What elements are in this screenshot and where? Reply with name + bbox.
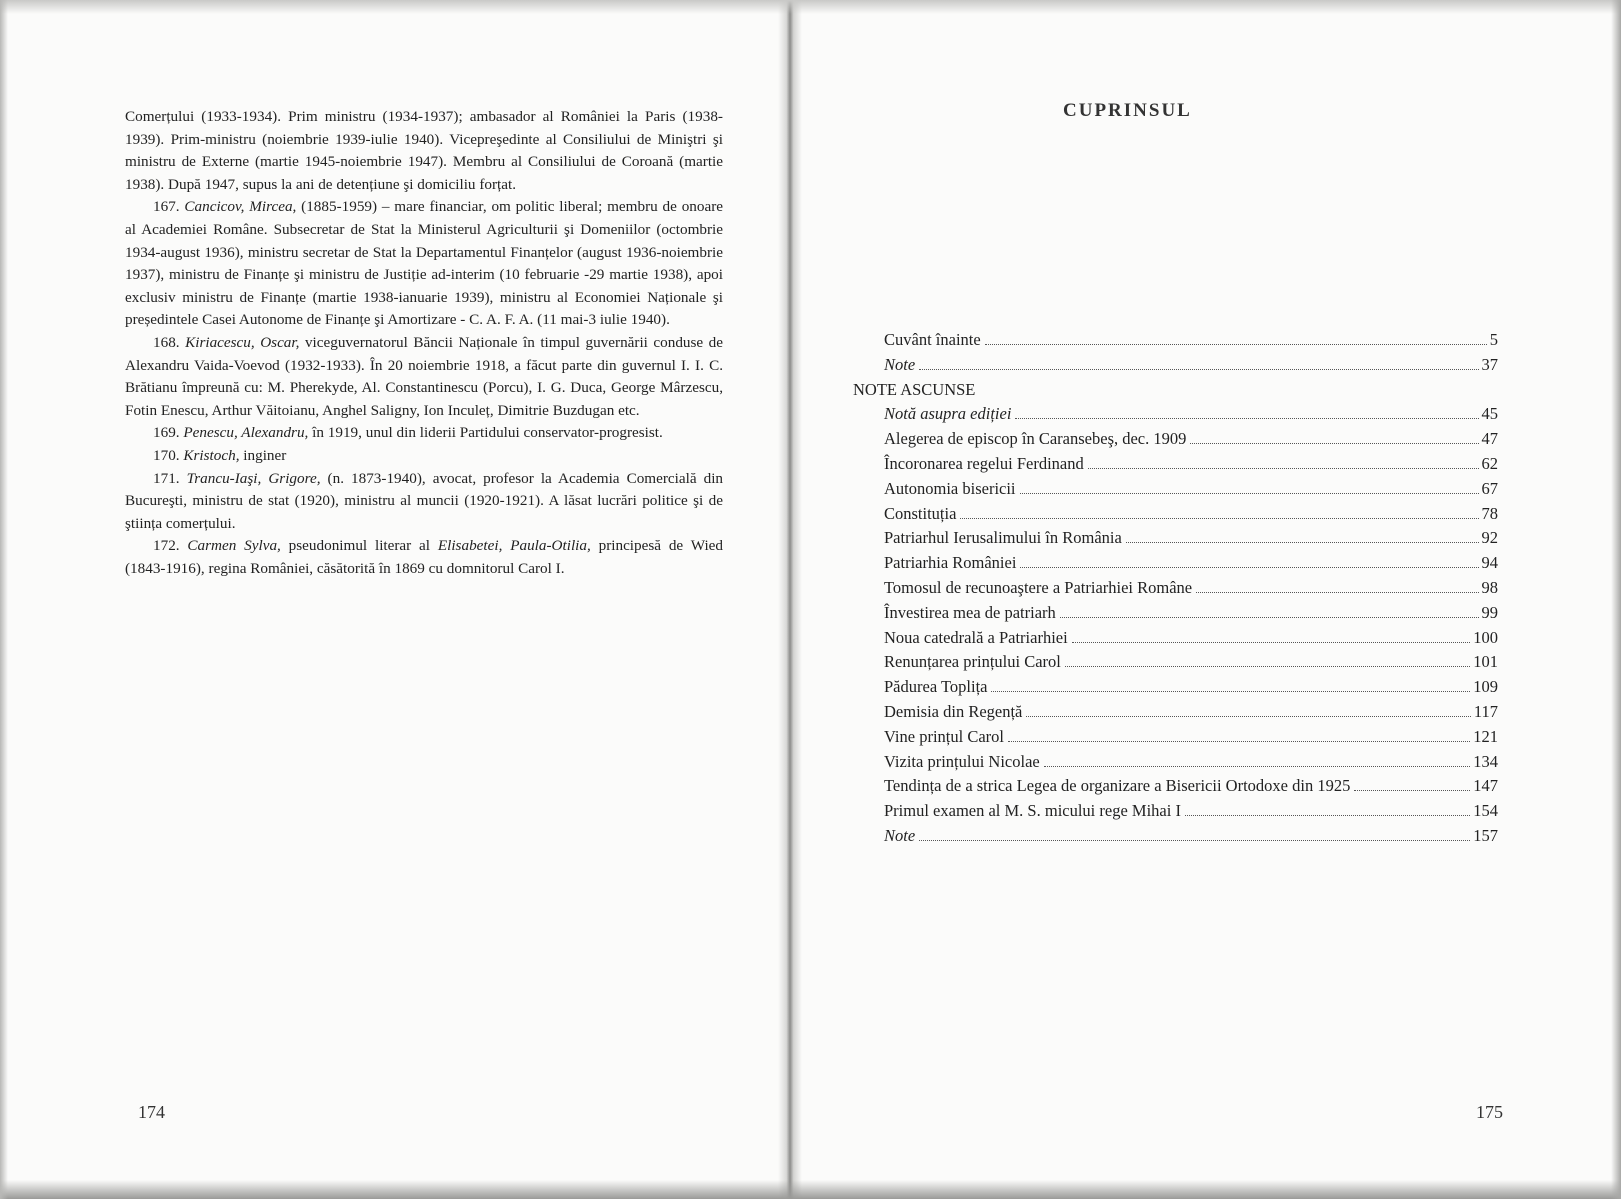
toc-entry-page: 147: [1473, 776, 1498, 796]
toc-entry: [853, 479, 1498, 504]
footnote-name: Penescu, Alexandru,: [183, 424, 309, 442]
footnote-text: pseudonimul literar al: [280, 537, 438, 555]
toc-entry-label: Vine prințul Carol: [884, 726, 1004, 746]
toc-entry-label: Pădurea Toplița: [884, 677, 988, 697]
toc-leader-dots: [1185, 815, 1470, 816]
footnote-paragraph: [125, 106, 723, 196]
footnote-paragraph: [125, 422, 723, 445]
toc-leader-dots: [991, 691, 1470, 692]
toc-entry-page: 100: [1473, 627, 1498, 647]
toc-entry-page: 37: [1481, 354, 1498, 374]
footnote-name: Elisabetei, Paula-Otilia,: [437, 537, 591, 555]
toc-title: CUPRINSUL: [1063, 100, 1192, 121]
toc-leader-dots: [919, 840, 1470, 841]
toc-entry: [853, 404, 1498, 429]
footnote-paragraph: [125, 332, 723, 422]
footnote-text: 171.: [153, 469, 187, 487]
toc-entry-label: Tendința de a strica Legea de organizare a Bisericii Ortodoxe din 1925: [884, 776, 1351, 796]
toc-entry: [853, 776, 1498, 801]
toc-entry-page: 157: [1473, 825, 1498, 845]
toc-entry-page: 109: [1473, 677, 1498, 697]
toc-entry-label: Renunțarea prințului Carol: [884, 652, 1061, 672]
footnote-paragraph: [125, 468, 723, 536]
toc-entry: [853, 355, 1498, 380]
scan-right-edge: [1611, 0, 1621, 1199]
toc-entry-label: Încoronarea regelui Ferdinand: [884, 453, 1084, 473]
scan-bottom-shadow: [0, 1180, 1621, 1199]
toc-leader-dots: [1065, 666, 1470, 667]
toc-entry-label: Note: [884, 825, 916, 845]
toc-entry: [853, 752, 1498, 777]
toc-section-heading: NOTE ASCUNSE: [853, 379, 976, 399]
toc-entry: [853, 628, 1498, 653]
toc-entry-label: Note: [884, 354, 916, 374]
toc-entry: [853, 553, 1498, 578]
toc-leader-dots: [1072, 642, 1471, 643]
toc-leader-dots: [1015, 418, 1478, 419]
toc-leader-dots: [919, 369, 1478, 370]
footnote-name: Trancu-Iaşi, Grigore,: [186, 469, 321, 487]
toc-entry: [853, 429, 1498, 454]
toc-entry-label: Patriarhul Ierusalimului în România: [884, 528, 1122, 548]
footnote-name: Cancicov, Mircea,: [184, 198, 297, 216]
toc-entry: [853, 702, 1498, 727]
toc-entry-label: Noua catedrală a Patriarhiei: [884, 627, 1068, 647]
toc-entry-page: 47: [1481, 429, 1498, 449]
toc-entry-page: 134: [1473, 751, 1498, 771]
toc-leader-dots: [1060, 617, 1479, 618]
toc-entry-page: 92: [1481, 528, 1498, 548]
toc-entry-page: 45: [1481, 404, 1498, 424]
toc-leader-dots: [1126, 542, 1479, 543]
right-page-number: 175: [1476, 1102, 1503, 1122]
footnote-paragraph: [125, 196, 723, 332]
toc-entry-page: 78: [1481, 503, 1498, 523]
toc-entry-label: Primul examen al M. S. micului rege Mihai I: [884, 801, 1181, 821]
footnote-text: 167.: [153, 198, 185, 216]
footnote-text: principesă de Wied (1843-1916), regina României, căsătorită în 1869 cu domnitorul Carol I.: [125, 537, 724, 577]
footnote-text: Comerțului (1933-1934). Prim ministru (1934-1937); ambasador al României la Paris (1938-1939). Prim-ministru (noiembrie 1939-iulie 1940). Vicepreşedinte al Consiliului de Miniştri şi ministru de Externe (martie 1945-noiembrie 1947). Membru al Consiliului de Coroană (martie 1938). După 1947, supus la ani de detențiune şi domiciliu forțat.: [125, 108, 723, 193]
toc-entry-page: 5: [1489, 330, 1498, 349]
toc-entry-label: Patriarhia României: [884, 553, 1017, 573]
toc-leader-dots: [1354, 790, 1470, 791]
footnote-name: Kiriacescu, Oscar,: [185, 333, 300, 351]
toc-leader-dots: [1008, 741, 1470, 742]
toc-entry: [853, 652, 1498, 677]
toc-entry-label: Învestirea mea de patriarh: [884, 602, 1056, 622]
footnote-text: (1885-1959) – mare financiar, om politic liberal; membru de onoare al Academiei Române. Subsecretar de Stat la Ministerul Agriculturii şi Domeniilor (octombrie 1934-august 1936), ministru secretar de Stat la Departamentul Finanțelor (august 1936-noiembrie 1937), ministru de Finanțe şi ministru de Justiție ad-interim (10 februarie -29 martie 1938), apoi exclusiv ministru de Finanțe (martie 1938-ianuarie 1939), ministru al Economiei Naționale şi președintele Casei Autonome de Finanțe şi Amortizare - C. A. F. A. (11 mai-3 iulie 1940).: [125, 198, 724, 329]
table-of-contents: [853, 330, 1498, 851]
toc-entry-label: Notă asupra ediției: [884, 404, 1012, 424]
toc-entry-page: 101: [1473, 652, 1498, 672]
toc-leader-dots: [1026, 716, 1470, 717]
toc-entry: [853, 727, 1498, 752]
toc-entry-page: 67: [1481, 478, 1498, 498]
toc-entry: [853, 578, 1498, 603]
footnote-text: 170.: [153, 446, 184, 464]
book-gutter: [778, 0, 802, 1199]
footnote-paragraph: [125, 535, 723, 580]
toc-entry-label: Vizita prințului Nicolae: [884, 751, 1040, 771]
toc-entry: [853, 603, 1498, 628]
footnote-paragraph: [125, 445, 723, 468]
toc-entry-page: 62: [1481, 453, 1498, 473]
toc-entry: [853, 528, 1498, 553]
footnote-name: Kristoch,: [183, 446, 240, 464]
toc-leader-dots: [985, 344, 1487, 345]
footnote-text: 168.: [153, 333, 186, 351]
toc-leader-dots: [1088, 468, 1479, 469]
toc-entry: [853, 801, 1498, 826]
toc-entry-label: Demisia din Regență: [884, 701, 1023, 721]
toc-leader-dots: [1044, 766, 1471, 767]
toc-leader-dots: [1020, 493, 1479, 494]
toc-entry: [853, 826, 1498, 851]
scan-left-edge: [0, 0, 8, 1199]
footnote-text: (n. 1873-1940), avocat, profesor la Academia Comercială din Bucureşti, ministru de stat (1920), ministru al muncii (1920-1921). A lăsat lucrări politice şi de ştiința comerțului.: [125, 469, 724, 532]
footnote-name: Carmen Sylva,: [187, 537, 281, 555]
toc-entry-label: Tomosul de recunoaştere a Patriarhiei Române: [884, 577, 1193, 597]
scan-top-shadow: [0, 0, 1621, 14]
toc-entry-page: 94: [1481, 553, 1498, 573]
footnote-text: 172.: [153, 537, 188, 555]
toc-entry: [853, 677, 1498, 702]
toc-entry-page: 121: [1473, 726, 1498, 746]
toc-entry-label: Constituția: [884, 503, 957, 523]
footnote-text: 169.: [153, 424, 184, 442]
toc-entry-page: 98: [1481, 577, 1498, 597]
footnote-text: viceguvernatorul Băncii Naționale în timpul guvernării conduse de Alexandru Vaida-Voevod (1932-1933). În 20 noiembrie 1918, a făcut parte din guvernul I. I. C. Brătianu împreună cu: M. Pherekyde, Al. Constantinescu (Porcu), I. G. Duca, George Mârzescu, Fotin Enescu, Arthur Văitoianu, Anghel Saligny, Ion Inculeț, Dimitrie Buzdugan etc.: [125, 333, 724, 419]
footnotes-text: [125, 106, 723, 580]
toc-entry: [853, 504, 1498, 529]
toc-leader-dots: [1196, 592, 1478, 593]
toc-entry: [853, 454, 1498, 479]
toc-entry-page: 99: [1481, 602, 1498, 622]
toc-leader-dots: [960, 518, 1478, 519]
toc-entry-label: Autonomia bisericii: [884, 478, 1016, 498]
toc-entry-page: 154: [1473, 801, 1498, 821]
toc-entry-label: Alegerea de episcop în Caransebeş, dec. 1909: [884, 429, 1187, 449]
toc-leader-dots: [1190, 443, 1478, 444]
toc-leader-dots: [1020, 567, 1478, 568]
footnote-text: în 1919, unul din liderii Partidului conservator-progresist.: [308, 424, 663, 442]
footnote-text: inginer: [239, 446, 287, 464]
toc-entry: [853, 330, 1498, 355]
left-page-number: 174: [138, 1102, 165, 1122]
toc-entry-page: 117: [1473, 701, 1498, 721]
toc-entry-label: Cuvânt înainte: [884, 330, 981, 349]
